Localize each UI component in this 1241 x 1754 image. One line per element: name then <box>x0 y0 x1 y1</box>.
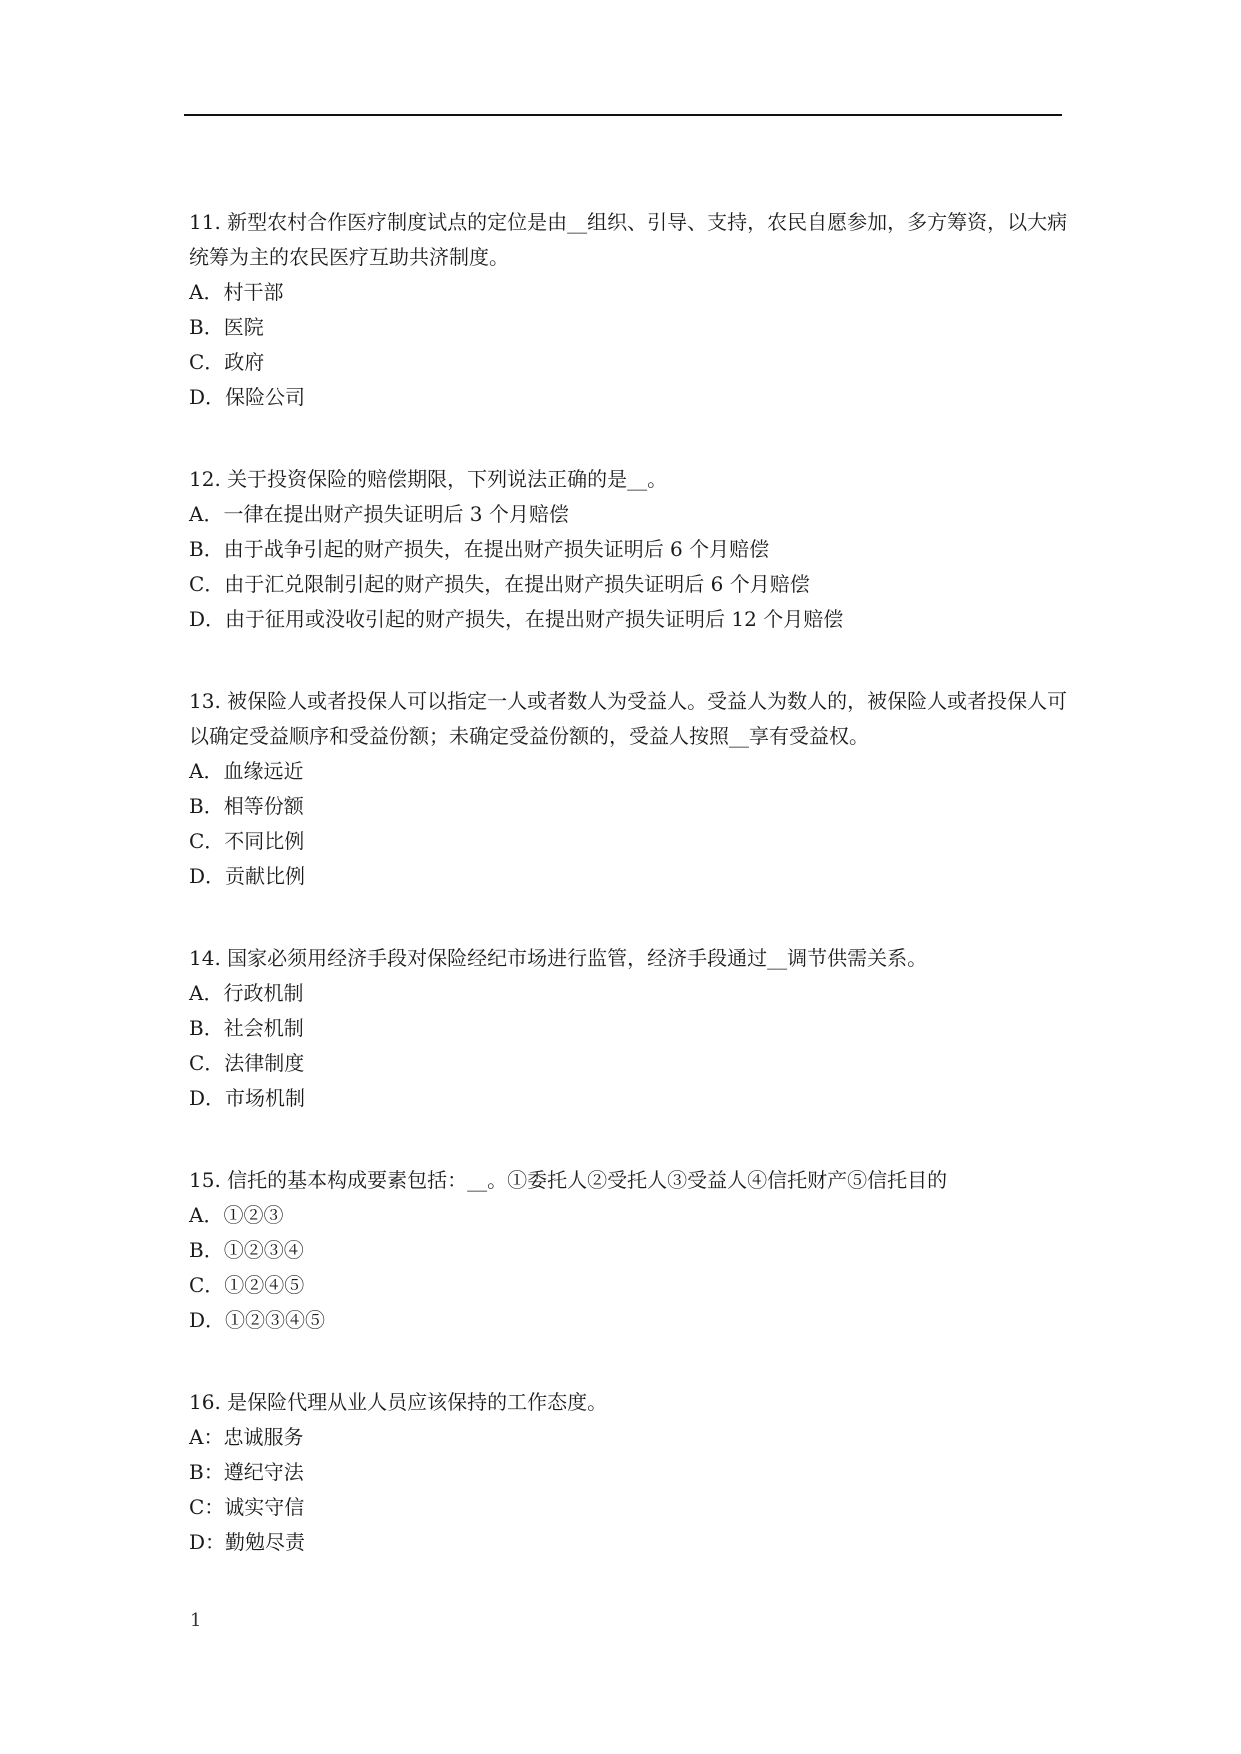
option-c: C．不同比例 <box>189 829 305 853</box>
option-a: A．①②③ <box>189 1203 284 1227</box>
option-d: D．①②③④⑤ <box>189 1308 326 1332</box>
question-13 <box>189 684 1069 894</box>
option-c: C．法律制度 <box>189 1051 305 1075</box>
option-c: C．由于汇兑限制引起的财产损失，在提出财产损失证明后 6 个月赔偿 <box>189 572 810 596</box>
option-c: C：诚实守信 <box>189 1495 305 1519</box>
question-14 <box>189 941 1069 1116</box>
question-stem: 11. 新型农村合作医疗制度试点的定位是由__组织、引导、支持，农民自愿参加，多方筹资，以大病统筹为主的农民医疗互助共济制度。 <box>189 210 1068 269</box>
question-16 <box>189 1385 1069 1560</box>
option-c: C．政府 <box>189 350 265 374</box>
question-12 <box>189 462 1069 637</box>
option-d: D．由于征用或没收引起的财产损失，在提出财产损失证明后 12 个月赔偿 <box>189 607 844 631</box>
option-b: B：遵纪守法 <box>189 1460 304 1484</box>
option-a: A．行政机制 <box>189 981 304 1005</box>
question-stem: 12. 关于投资保险的赔偿期限，下列说法正确的是__。 <box>189 467 668 491</box>
question-stem: 14. 国家必须用经济手段对保险经纪市场进行监管，经济手段通过__调节供需关系。 <box>189 946 928 970</box>
question-15 <box>189 1163 1069 1338</box>
option-b: B．①②③④ <box>189 1238 304 1262</box>
option-b: B．由于战争引起的财产损失，在提出财产损失证明后 6 个月赔偿 <box>189 537 770 561</box>
option-a: A．血缘远近 <box>189 759 304 783</box>
question-stem: 15. 信托的基本构成要素包括：__。①委托人②受托人③受益人④信托财产⑤信托目的 <box>189 1168 948 1192</box>
option-d: D．市场机制 <box>189 1086 306 1110</box>
option-a: A．一律在提出财产损失证明后 3 个月赔偿 <box>189 502 569 526</box>
option-b: B．相等份额 <box>189 794 304 818</box>
header-rule <box>184 114 1062 116</box>
option-a: A：忠诚服务 <box>189 1425 304 1449</box>
question-stem: 13. 被保险人或者投保人可以指定一人或者数人为受益人。受益人为数人的，被保险人或者投保人可以确定受益顺序和受益份额；未确定受益份额的，受益人按照__享有受益权。 <box>189 689 1068 748</box>
option-c: C．①②④⑤ <box>189 1273 305 1297</box>
option-b: B．医院 <box>189 315 264 339</box>
question-stem: 16. 是保险代理从业人员应该保持的工作态度。 <box>189 1390 608 1414</box>
page-number: 1 <box>190 1610 202 1631</box>
option-d: D：勤勉尽责 <box>189 1530 306 1554</box>
question-11 <box>189 205 1069 415</box>
question-list <box>189 205 1069 1560</box>
option-a: A．村干部 <box>189 280 284 304</box>
option-d: D．保险公司 <box>189 385 306 409</box>
option-b: B．社会机制 <box>189 1016 304 1040</box>
option-d: D．贡献比例 <box>189 864 306 888</box>
